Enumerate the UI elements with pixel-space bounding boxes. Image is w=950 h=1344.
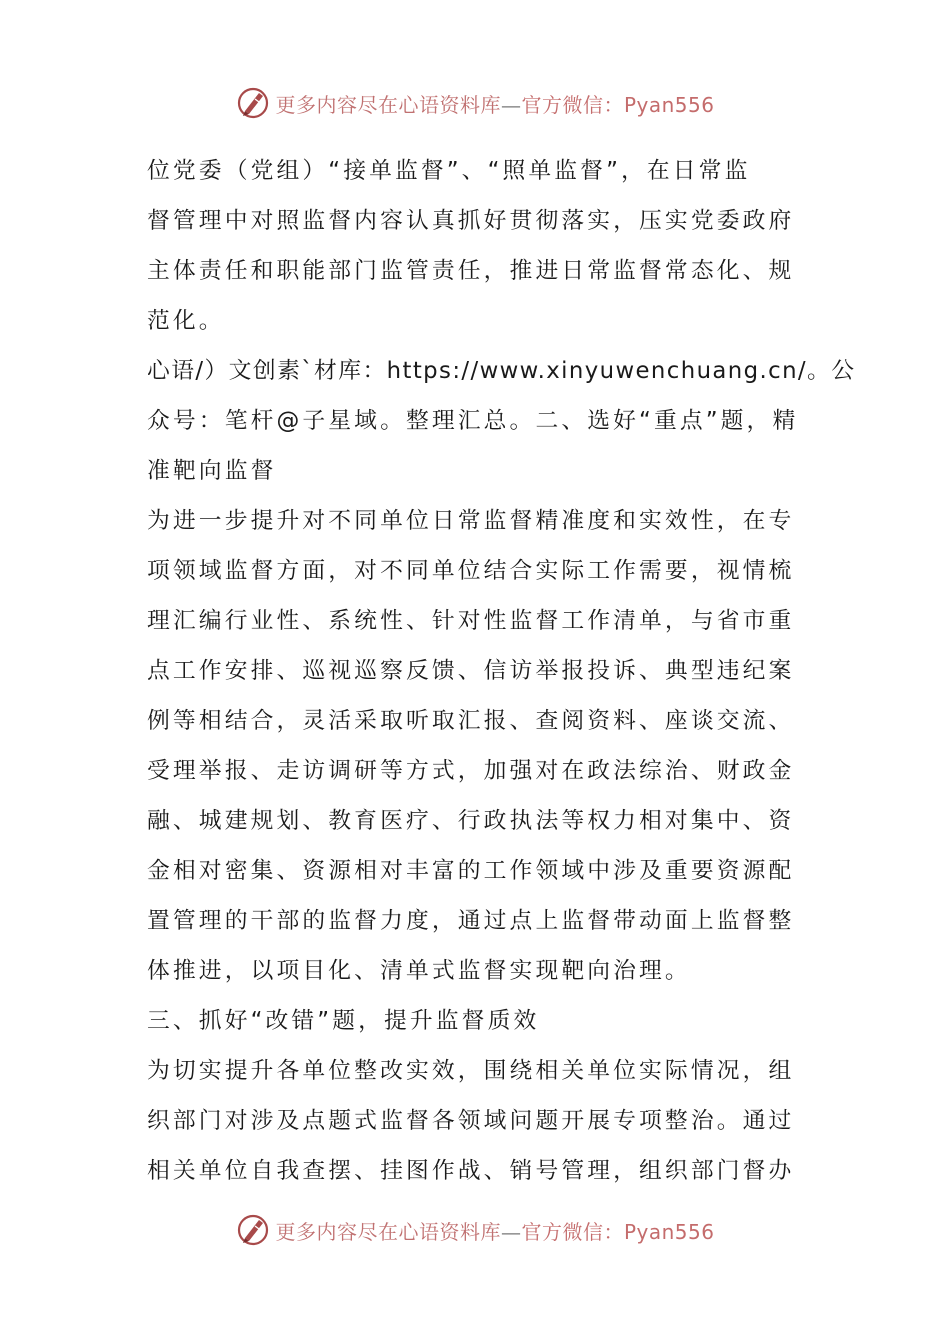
footer-separator: — bbox=[500, 1219, 522, 1244]
document-body bbox=[147, 146, 856, 1196]
header-brand: 更多内容尽在心语资料库 bbox=[275, 92, 501, 117]
body-line: 例等相结合，灵活采取听取汇报、查阅资料、座谈交流、 bbox=[147, 708, 795, 734]
header-banner-text bbox=[275, 89, 714, 118]
body-line: 众号：笔杆@子星域。整理汇总。二、选好“重点”题，精 bbox=[147, 408, 799, 434]
pen-nib-logo-icon bbox=[235, 85, 271, 121]
section-heading-2: 准靶向监督 bbox=[147, 458, 277, 484]
body-line: 金相对密集、资源相对丰富的工作领域中涉及重要资源配 bbox=[147, 858, 795, 884]
body-line: 理汇编行业性、系统性、针对性监督工作清单，与省市重 bbox=[147, 608, 795, 634]
body-line: 体推进，以项目化、清单式监督实现靶向治理。 bbox=[147, 958, 691, 984]
header-separator: — bbox=[500, 92, 522, 117]
body-line: 置管理的干部的监督力度，通过点上监督带动面上监督整 bbox=[147, 908, 795, 934]
pen-nib-logo-icon bbox=[235, 1212, 271, 1248]
header-wechat: 官方微信：Pyan556 bbox=[521, 92, 715, 117]
body-line: 织部门对涉及点题式监督各领域问题开展专项整治。通过 bbox=[147, 1108, 795, 1134]
body-line: 为进一步提升对不同单位日常监督精准度和实效性，在专 bbox=[147, 508, 795, 534]
body-line: 位党委（党组）“接单监督”、“照单监督”，在日常监 bbox=[147, 158, 751, 184]
header-banner bbox=[0, 81, 950, 125]
footer-banner-text bbox=[275, 1216, 714, 1245]
body-line: 范化。 bbox=[147, 308, 225, 334]
footer-wechat: 官方微信：Pyan556 bbox=[521, 1219, 715, 1244]
body-line: 督管理中对照监督内容认真抓好贯彻落实，压实党委政府 bbox=[147, 208, 795, 234]
body-line: 项领域监督方面，对不同单位结合实际工作需要，视情梳 bbox=[147, 558, 795, 584]
body-line: 为切实提升各单位整改实效，围绕相关单位实际情况，组 bbox=[147, 1058, 795, 1084]
body-line-url: 心语/）文创素`材库：https://www.xinyuwenchuang.cn/。公 bbox=[147, 358, 856, 384]
section-heading-3: 三、抓好“改错”题，提升监督质效 bbox=[147, 1008, 540, 1034]
body-line: 融、城建规划、教育医疗、行政执法等权力相对集中、资 bbox=[147, 808, 795, 834]
footer-banner bbox=[0, 1208, 950, 1252]
body-line: 主体责任和职能部门监管责任，推进日常监督常态化、规 bbox=[147, 258, 795, 284]
footer-brand: 更多内容尽在心语资料库 bbox=[275, 1219, 501, 1244]
body-line: 受理举报、走访调研等方式，加强对在政法综治、财政金 bbox=[147, 758, 795, 784]
body-line: 相关单位自我查摆、挂图作战、销号管理，组织部门督办 bbox=[147, 1158, 795, 1184]
body-line: 点工作安排、巡视巡察反馈、信访举报投诉、典型违纪案 bbox=[147, 658, 795, 684]
